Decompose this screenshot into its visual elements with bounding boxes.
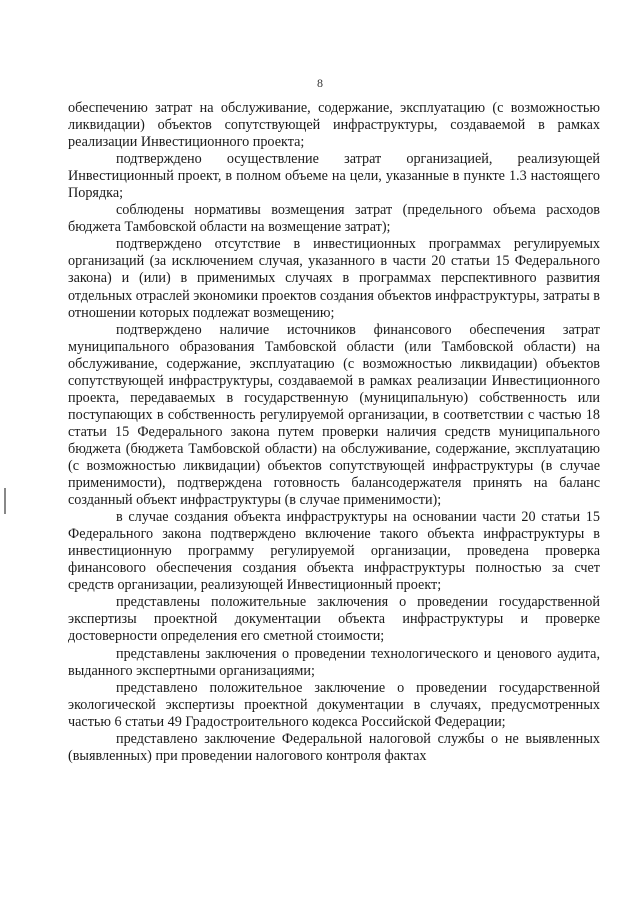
paragraph-6: в случае создания объекта инфраструктуры на основании части 20 статьи 15 Федерального закона подтверждено включение такого объекта инфраструктуры в инвестиционную программу регулируемой организации, проведена проверка финансового обеспечения создания объекта инфраструктуры полностью за счет средств организации, реализующей Инвестиционный проект; [68,509,600,594]
margin-mark [4,488,6,514]
paragraph-1: обеспечению затрат на обслуживание, содержание, эксплуатацию (с возможностью ликвидации) объектов сопутствующей инфраструктуры, создаваемой в рамках реализации Инвестиционного проекта; [68,100,600,151]
paragraph-3: соблюдены нормативы возмещения затрат (предельного объема расходов бюджета Тамбовской области на возмещение затрат); [68,202,600,236]
paragraph-2: подтверждено осуществление затрат организацией, реализующей Инвестиционный проект, в полном объеме на цели, указанные в пункте 1.3 настоящего Порядка; [68,151,600,202]
page-number: 8 [317,76,323,90]
paragraph-9: представлено положительное заключение о проведении государственной экологической экспертизы проектной документации в случаях, предусмотренных частью 6 статьи 49 Градостроительного кодекса Российской Федерации; [68,679,600,730]
document-body [68,100,600,765]
paragraph-5: подтверждено наличие источников финансового обеспечения затрат муниципального образования Тамбовской области (или Тамбовской области) на обслуживание, содержание, эксплуатацию (с возможностью ликвидации) объектов сопутствующей инфраструктуры, создаваемой в рамках реализации Инвестиционного проекта, передаваемых в государственную (муниципальную) собственность или поступающих в собственность регулируемой организации, в соответствии с частью 18 статьи 15 Федерального закона путем проверки наличия средств муниципального бюджета (бюджета Тамбовской области) на обслуживание, содержание, эксплуатацию (с возможностью ликвидации) объектов сопутствующей инфраструктуры (в случае применимости), подтверждена готовность балансодержателя принять на баланс созданный объект инфраструктуры (в случае применимости); [68,321,600,509]
paragraph-4: подтверждено отсутствие в инвестиционных программах регулируемых организаций (за исключением случая, указанного в части 20 статьи 15 Федерального закона) и (или) в применимых случаях в программах перспективного развития отдельных отраслей экономики проектов создания объектов инфраструктуры, затраты в отношении которых подлежат возмещению; [68,236,600,321]
paragraph-10: представлено заключение Федеральной налоговой службы о не выявленных (выявленных) при проведении налогового контроля фактах [68,730,600,764]
paragraph-7: представлены положительные заключения о проведении государственной экспертизы проектной документации объекта инфраструктуры и проверке достоверности определения его сметной стоимости; [68,594,600,645]
paragraph-8: представлены заключения о проведении технологического и ценового аудита, выданного экспертными организациями; [68,645,600,679]
